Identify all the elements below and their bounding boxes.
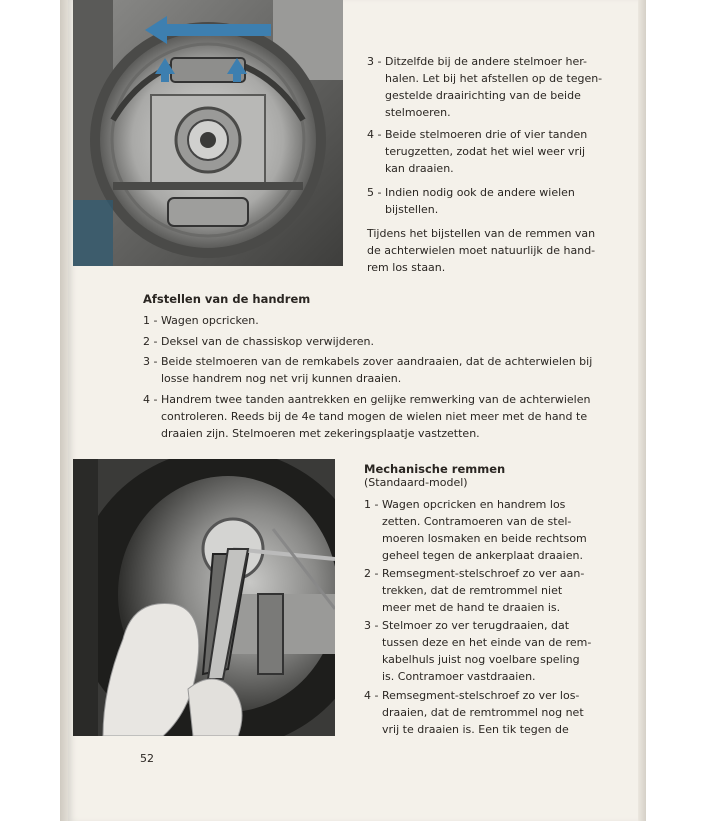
item-number: 1 - — [143, 314, 158, 327]
item-number: 4 - — [364, 689, 379, 702]
page-number: 52 — [140, 752, 154, 765]
item-line: Stelmoer zo ver terugdraaien, dat — [382, 619, 570, 632]
item-line: Deksel van de chassiskop verwijderen. — [161, 335, 374, 348]
item-line: Remsegment-stelschroef zo ver los- — [382, 689, 580, 702]
item-line: Wagen opcricken. — [161, 314, 259, 327]
item-line: draaien, dat de remtrommel nog net — [382, 706, 584, 719]
paragraph — [367, 225, 629, 276]
list-item — [143, 333, 613, 350]
item-number: 2 - — [143, 335, 158, 348]
item-line: halen. Let bij het afstellen op de tegen- — [385, 72, 603, 85]
item-line: vrij te draaien is. Een tik tegen de — [382, 723, 569, 736]
item-line: kabelhuls juist nog voelbare speling — [382, 653, 580, 666]
paragraph-line: rem los staan. — [367, 261, 446, 274]
item-line: kan draaien. — [385, 162, 454, 175]
item-line: terugzetten, zodat het wiel weer vrij — [385, 145, 586, 158]
list-item — [364, 565, 626, 616]
item-line: meer met de hand te draaien is. — [382, 601, 561, 614]
item-line: stelmoeren. — [385, 106, 451, 119]
item-line: is. Contramoer vastdraaien. — [382, 670, 536, 683]
item-line: controleren. Reeds bij de 4e tand mogen de wielen niet meer met de hand te — [161, 410, 588, 423]
item-number: 2 - — [364, 567, 379, 580]
item-line: Ditzelfde bij de andere stelmoer her- — [385, 55, 588, 68]
item-line: Remsegment-stelschroef zo ver aan- — [382, 567, 585, 580]
item-number: 3 - — [364, 619, 379, 632]
list-item — [364, 687, 626, 738]
item-line: moeren losmaken en beide rechtsom — [382, 532, 587, 545]
item-line: Wagen opcricken en handrem los — [382, 498, 566, 511]
item-line: Indien nodig ook de andere wielen — [385, 186, 575, 199]
list-item — [143, 353, 623, 387]
item-line: tussen deze en het einde van de rem- — [382, 636, 592, 649]
page-edge-right — [638, 0, 646, 821]
item-line: draaien zijn. Stelmoeren met zekeringsplaatje vastzetten. — [161, 427, 480, 440]
item-line: gestelde draairichting van de beide — [385, 89, 581, 102]
paragraph-line: de achterwielen moet natuurlijk de hand- — [367, 244, 596, 257]
list-item — [367, 126, 627, 177]
item-line: Beide stelmoeren van de remkabels zover aandraaien, dat de achterwielen bij — [161, 355, 593, 368]
list-item — [364, 496, 626, 564]
item-number: 4 - — [143, 393, 158, 406]
item-line: geheel tegen de ankerplaat draaien. — [382, 549, 583, 562]
list-item — [367, 184, 627, 218]
item-number: 1 - — [364, 498, 379, 511]
list-item — [143, 391, 623, 442]
paragraph-line: Tijdens het bijstellen van de remmen van — [367, 227, 596, 240]
list-item — [367, 53, 627, 121]
item-line: bijstellen. — [385, 203, 439, 216]
item-line: trekken, dat de remtrommel niet — [382, 584, 563, 597]
section-title: Mechanische remmen — [364, 462, 506, 476]
item-line: Beide stelmoeren drie of vier tanden — [385, 128, 588, 141]
item-number: 5 - — [367, 186, 382, 199]
item-number: 3 - — [143, 355, 158, 368]
item-line: Handrem twee tanden aantrekken en gelijke remwerking van de achterwielen — [161, 393, 591, 406]
item-line: zetten. Contramoeren van de stel- — [382, 515, 572, 528]
list-item — [143, 312, 613, 329]
item-number: 4 - — [367, 128, 382, 141]
section-title: Afstellen van de handrem — [143, 292, 311, 306]
brake-drum-photo — [73, 0, 343, 266]
wrench-adjustment-photo — [73, 459, 335, 736]
item-number: 3 - — [367, 55, 382, 68]
list-item — [364, 617, 626, 685]
section-subtitle: (Standaard-model) — [364, 476, 468, 489]
item-line: losse handrem nog net vrij kunnen draaien. — [161, 372, 402, 385]
